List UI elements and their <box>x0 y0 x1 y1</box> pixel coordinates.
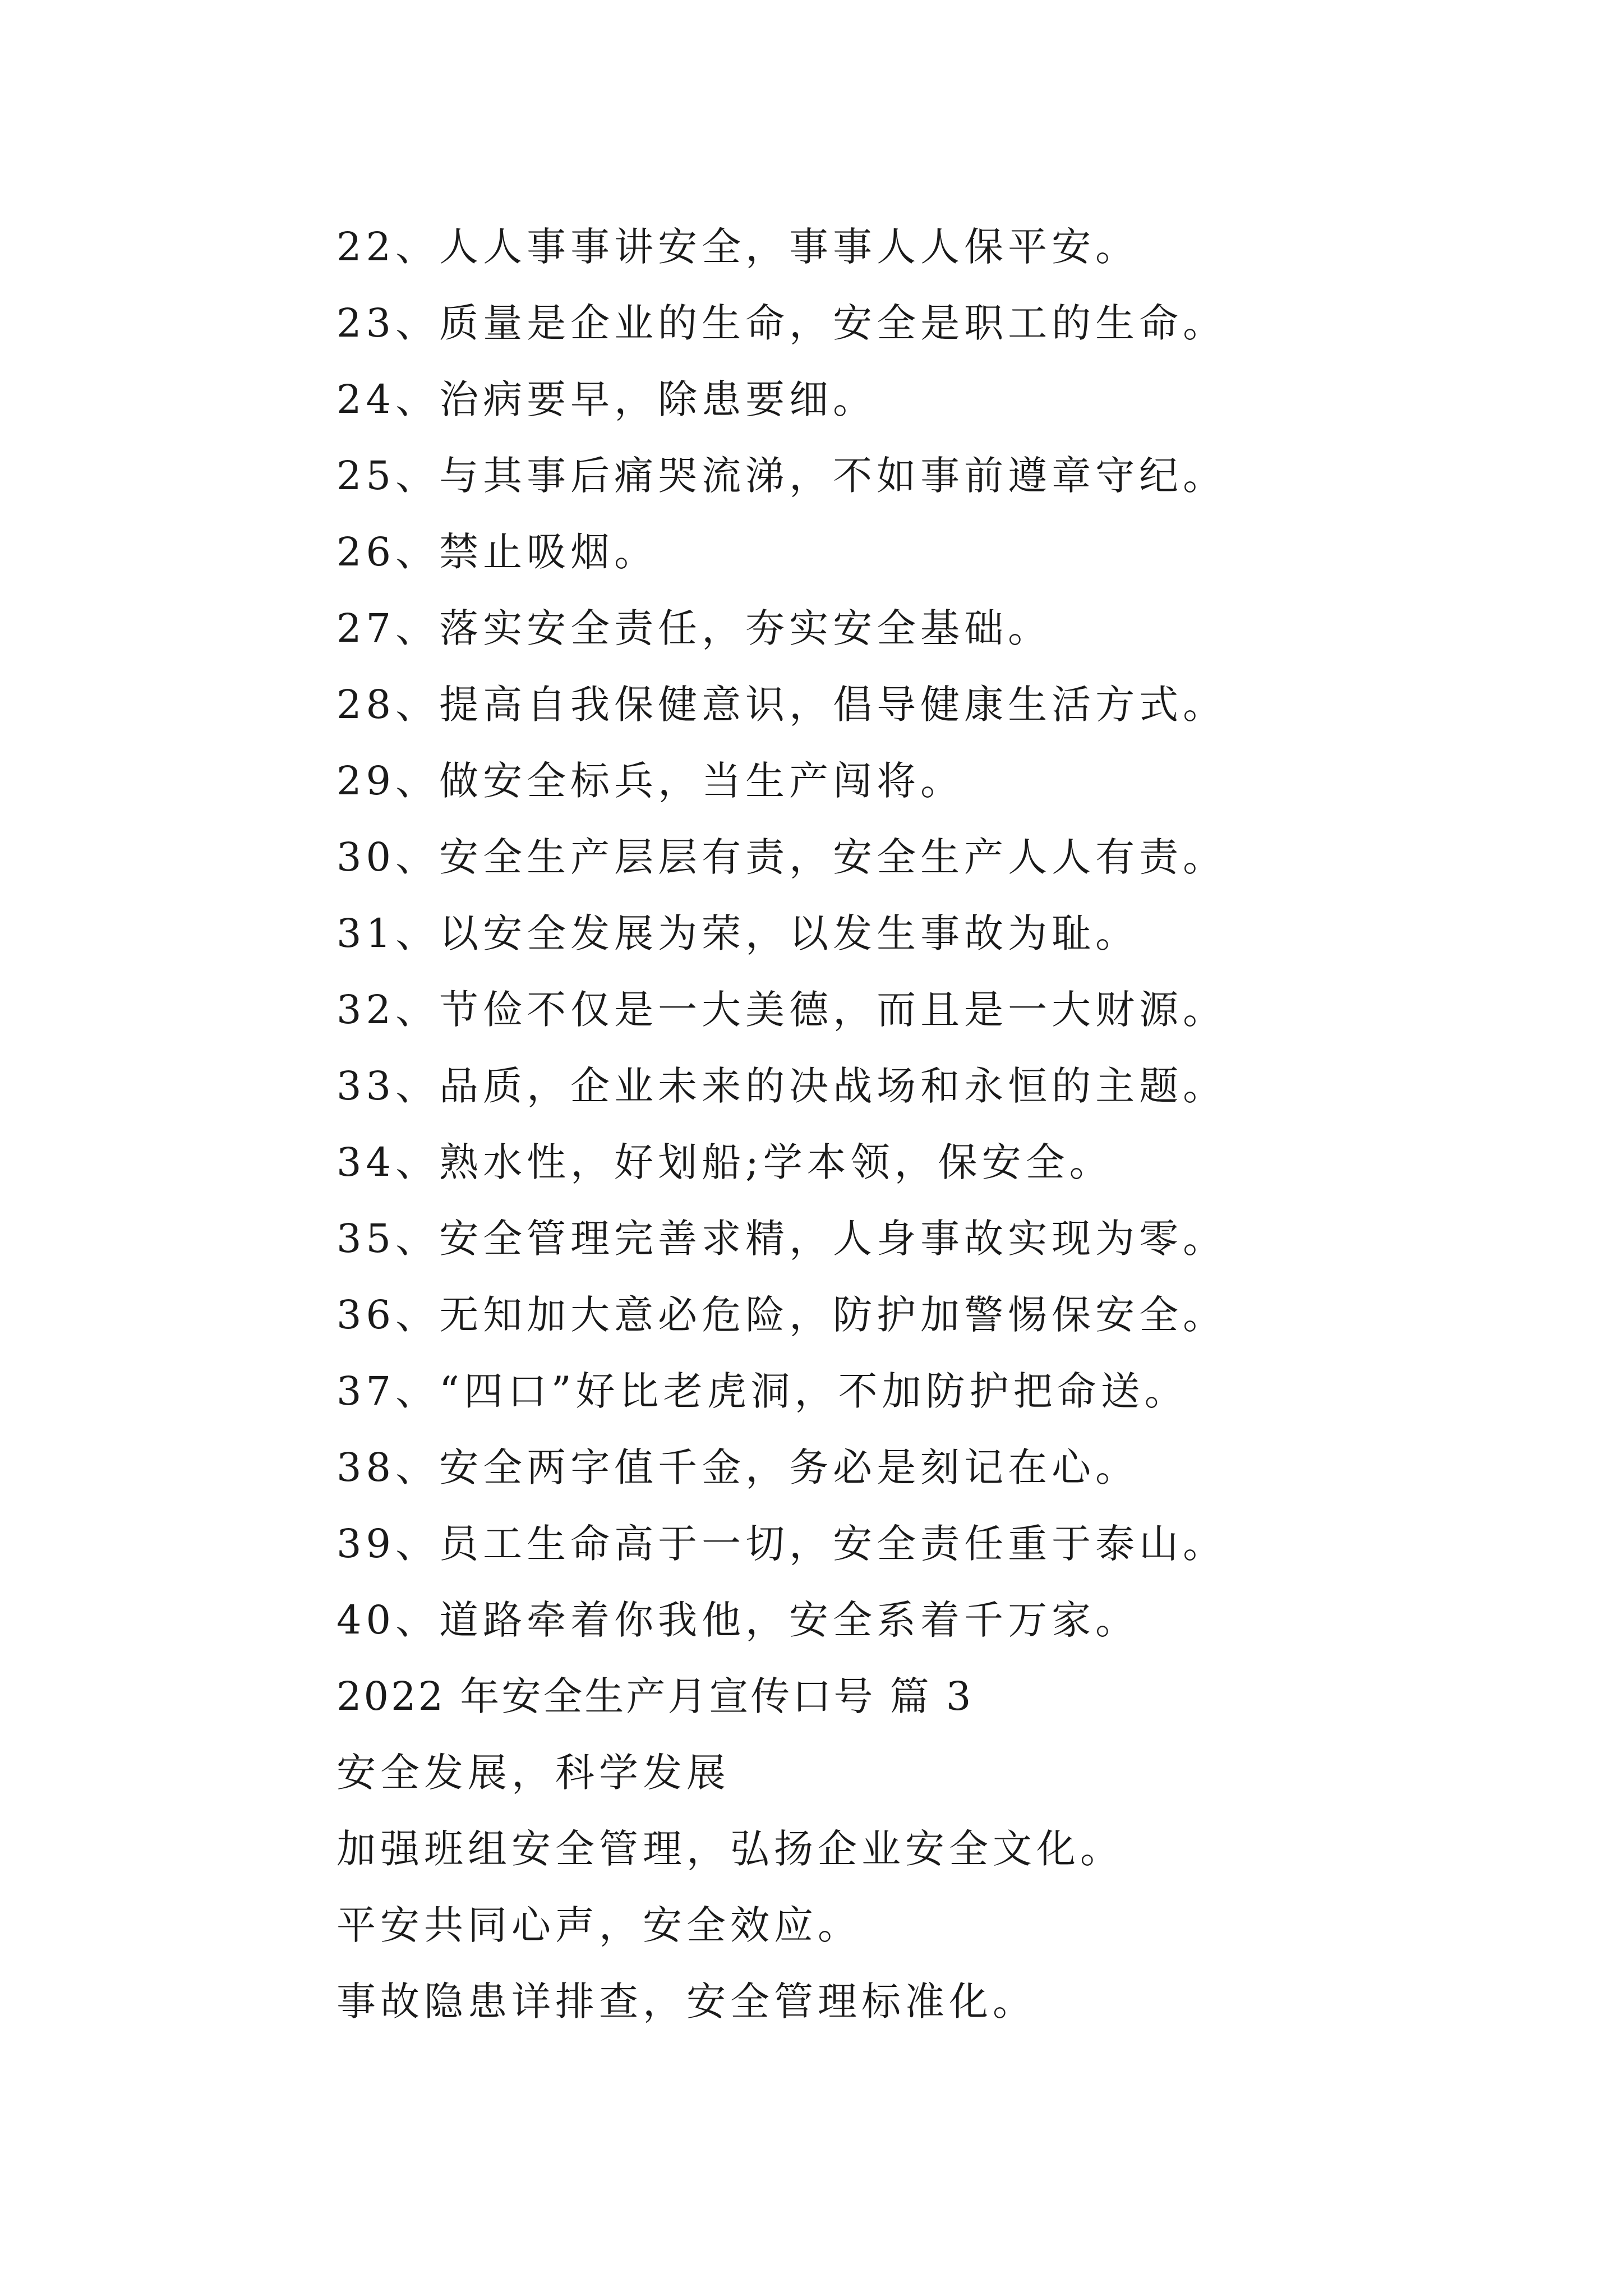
slogan-line: 33、品质，企业未来的决战场和永恒的主题。 <box>336 1063 1227 1109</box>
slogan-line: 29、做安全标兵，当生产闯将。 <box>336 758 965 804</box>
slogan-line: 38、安全两字值千金，务必是刻记在心。 <box>336 1444 1140 1490</box>
section-line: 事故隐患详排查，安全管理标准化。 <box>336 1978 1036 2024</box>
slogan-line: 23、质量是企业的生命，安全是职工的生命。 <box>336 300 1227 346</box>
section-line: 安全发展，科学发展 <box>336 1750 730 1796</box>
slogan-line: 40、道路牵着你我他，安全系着千万家。 <box>336 1597 1140 1643</box>
slogan-line: 25、与其事后痛哭流涕，不如事前遵章守纪。 <box>336 453 1227 499</box>
slogan-line: 24、治病要早，除患要细。 <box>336 376 877 422</box>
slogan-line: 36、无知加大意必危险，防护加警惕保安全。 <box>336 1292 1227 1338</box>
slogan-line: 26、禁止吸烟。 <box>336 529 658 575</box>
slogan-line: 22、人人事事讲安全，事事人人保平安。 <box>336 224 1140 270</box>
document-body <box>336 209 1542 2040</box>
slogan-line: 28、提高自我保健意识，倡导健康生活方式。 <box>336 682 1227 728</box>
slogan-line: 35、安全管理完善求精，人身事故实现为零。 <box>336 1216 1227 1262</box>
slogan-line: 32、节俭不仅是一大美德，而且是一大财源。 <box>336 987 1227 1033</box>
slogan-line: 30、安全生产层层有责，安全生产人人有责。 <box>336 834 1227 880</box>
slogan-line: 27、落实安全责任，夯实安全基础。 <box>336 605 1052 651</box>
slogan-line: 31、以安全发展为荣，以发生事故为耻。 <box>336 910 1140 956</box>
section-line: 平安共同心声，安全效应。 <box>336 1902 861 1948</box>
slogan-line: 34、熟水性，好划船;学本领，保安全。 <box>336 1139 1113 1185</box>
section-line: 加强班组安全管理，弘扬企业安全文化。 <box>336 1826 1124 1872</box>
slogan-line: 37、“四口”好比老虎洞，不加防护把命送。 <box>336 1368 1188 1414</box>
section-title: 2022 年安全生产月宣传口号 篇 3 <box>336 1673 974 1719</box>
slogan-line: 39、员工生命高于一切，安全责任重于泰山。 <box>336 1521 1227 1567</box>
